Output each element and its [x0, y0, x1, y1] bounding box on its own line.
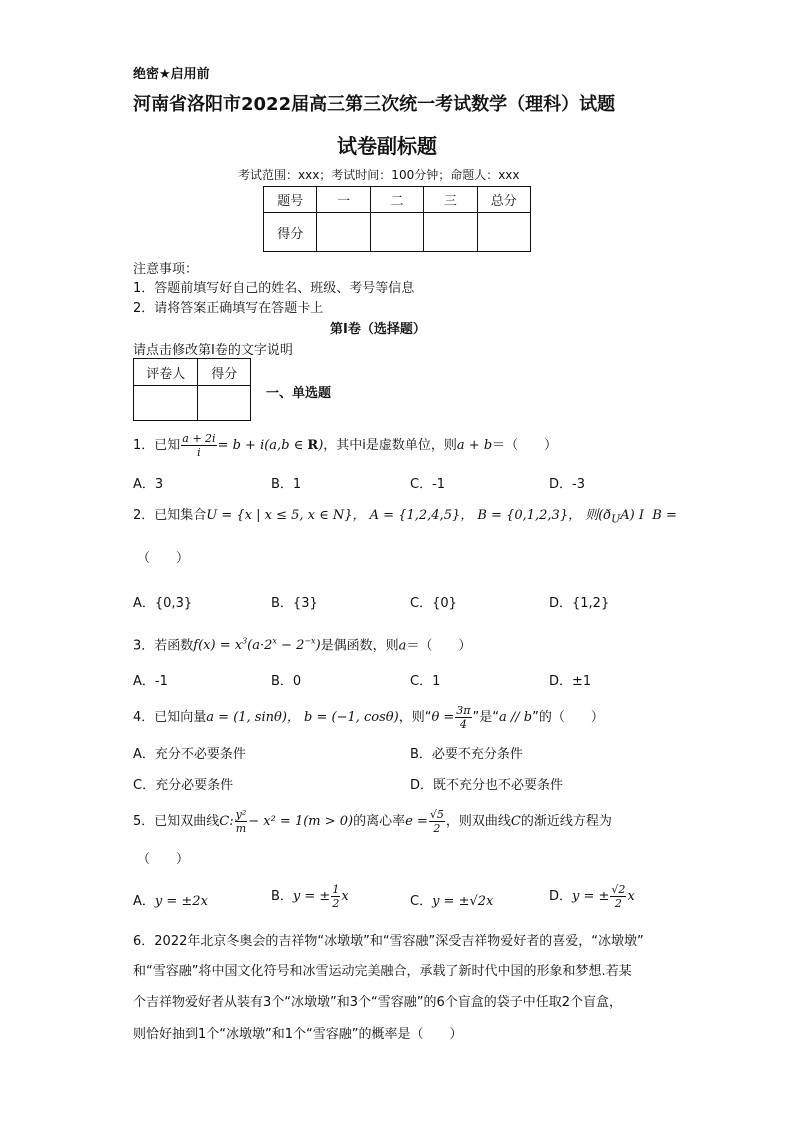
option-a[interactable]: A．3 [133, 477, 164, 492]
option-b[interactable]: B．0 [271, 674, 302, 689]
option-b[interactable]: B．{3} [271, 596, 318, 611]
secret-label: 绝密★启用前 [133, 67, 210, 82]
math-expression: $f(x) = x^3(a\cdot 2^x - 2^{-x})$ [193, 637, 321, 654]
grader-header-cell: 得分 [198, 359, 251, 386]
question-4-suffix: ，则“ [398, 710, 432, 725]
notes-item: 2．请将答案正确填写在答题卡上 [133, 301, 324, 316]
math-expression: a // b [499, 710, 533, 725]
option-c[interactable]: C．-1 [410, 477, 446, 492]
question-2-prefix: 2．已知集合 [133, 508, 207, 523]
score-cell[interactable] [424, 213, 477, 252]
question-4-prefix: 4．已知向量 [133, 710, 207, 725]
option-a[interactable]: A．充分不必要条件 [133, 747, 246, 762]
math-fraction: $\frac{3\pi}{4}$ [456, 704, 471, 731]
exam-info: 考试范围：xxx；考试时间：100分钟；命题人：xxx [238, 168, 520, 182]
grader-cell[interactable] [134, 386, 198, 421]
option-d[interactable]: D．{1,2} [549, 596, 610, 611]
score-cell[interactable] [477, 213, 530, 252]
score-cell[interactable] [370, 213, 423, 252]
option-a[interactable]: A．{0,3} [133, 596, 193, 611]
math-expression: y = ±2x [154, 894, 208, 909]
section-description[interactable]: 请点击修改第I卷的文字说明 [133, 343, 293, 358]
option-c[interactable] [410, 890, 493, 909]
score-header-cell: 总分 [477, 187, 530, 213]
math-expression: − x² = 1(m > 0) [248, 814, 354, 829]
math-fraction: $\frac{√5}{2}$ [429, 808, 444, 835]
option-b-label: B． [271, 889, 293, 904]
math-fraction: $\frac{a + 2i}{i}$ [182, 432, 216, 459]
option-c-label: C． [410, 894, 433, 909]
question-5-prefix: 5．已知双曲线 [133, 814, 220, 829]
math-expression: y = ± [572, 889, 610, 904]
option-d[interactable]: D．既不充分也不必要条件 [410, 778, 564, 793]
option-d[interactable] [549, 883, 635, 910]
question-2-paren: （ ） [137, 551, 190, 566]
math-fraction: $\frac{√2}{2}$ [611, 883, 626, 910]
option-b[interactable]: B．1 [271, 477, 302, 492]
question-3-ask: ＝（ ） [406, 638, 472, 654]
question-3-suffix: 是偶函数，则 [320, 638, 399, 654]
math-expression: a [398, 638, 407, 654]
math-expression: x [341, 889, 349, 904]
math-expression: y = ±√2x [432, 894, 494, 909]
exam-subtitle: 试卷副标题 [337, 134, 437, 158]
grader-cell[interactable] [198, 386, 251, 421]
question-6-line: 和“雪容融”将中国文化符号和冰雪运动完美融合，承载了新时代中国的形象和梦想.若某 [133, 964, 632, 979]
section-title: 第I卷（选择题） [330, 322, 426, 337]
score-header-cell: 题号 [264, 187, 317, 213]
score-header-cell: 三 [424, 187, 477, 213]
math-fraction: $\frac{\text{y²}}{m}$ [235, 808, 247, 835]
question-5-end: 的渐近线方程为 [520, 814, 612, 829]
score-cell[interactable] [317, 213, 370, 252]
grader-table [133, 358, 251, 421]
math-expression: C [510, 814, 521, 829]
part-heading: 一、单选题 [266, 386, 332, 401]
option-b[interactable]: B．必要不充分条件 [410, 747, 523, 762]
option-c[interactable]: C．充分必要条件 [133, 778, 234, 793]
question-5 [133, 808, 612, 835]
question-3 [133, 632, 471, 656]
option-d-label: D． [549, 889, 573, 904]
option-d[interactable]: D．±1 [549, 674, 592, 689]
question-1-ask: ＝（ ） [492, 438, 558, 453]
math-expression: a = (1, sinθ)， b = (−1, cosθ) [206, 710, 399, 725]
option-d[interactable]: D．-3 [549, 477, 585, 492]
question-6-line: 则恰好抽到1个“冰墩墩”和1个“雪容融”的概率是（ ） [133, 1027, 463, 1042]
option-a-label: A． [133, 894, 155, 909]
math-expression: y = ± [292, 889, 331, 904]
math-expression: e = [405, 814, 428, 829]
question-1-prefix: 1．已知 [133, 438, 181, 453]
math-expression: x [627, 889, 635, 904]
option-c[interactable]: C．1 [410, 674, 441, 689]
question-5-mid: 的离心率 [353, 814, 406, 829]
option-a[interactable] [133, 890, 208, 909]
score-header-cell: 二 [370, 187, 423, 213]
question-5-suffix: ，则双曲线 [445, 814, 511, 829]
option-b[interactable] [271, 883, 349, 910]
math-expression: θ = [431, 710, 455, 725]
score-table [263, 186, 531, 252]
question-4-mid: ”是“ [472, 710, 500, 725]
question-6-line: 个吉祥物爱好者从装有3个“冰墩墩”和3个“雪容融”的6个盲盒的袋子中任取2个盲盒， [133, 995, 623, 1010]
math-expression: a + b [456, 438, 493, 453]
score-row-label: 得分 [264, 213, 317, 252]
math-expression: C: [219, 814, 234, 829]
question-5-paren: （ ） [137, 852, 190, 867]
grader-header-cell: 评卷人 [134, 359, 198, 386]
exam-title: 河南省洛阳市2022届高三第三次统一考试数学（理科）试题 [133, 94, 616, 115]
notes-title: 注意事项： [133, 262, 199, 277]
question-1-suffix: ，其中i是虚数单位，则 [323, 438, 457, 453]
question-4-end: ”的（ ） [532, 710, 604, 725]
option-a[interactable]: A．-1 [133, 674, 168, 689]
score-header-cell: 一 [317, 187, 370, 213]
math-expression: U = {x | x ≤ 5, x ∈ N}， A = {1,2,4,5}， B = {0,1,2,3}， 则$(ð_UA)$ I B = [206, 508, 677, 526]
question-6-line: 6．2022年北京冬奥会的吉祥物“冰墩墩”和“雪容融”深受吉祥物爱好者的喜爱，“冰墩墩” [133, 934, 644, 949]
option-c[interactable]: C．{0} [410, 596, 457, 611]
question-4 [133, 704, 604, 731]
question-1 [133, 432, 557, 459]
math-fraction: $\frac{1}{2}$ [332, 883, 340, 910]
notes-item: 1．答题前填写好自己的姓名、班级、考号等信息 [133, 281, 415, 296]
question-3-prefix: 3．若函数 [133, 638, 194, 654]
math-expression: = b + i(a,b ∈ R) [217, 438, 324, 453]
question-2 [133, 506, 677, 530]
